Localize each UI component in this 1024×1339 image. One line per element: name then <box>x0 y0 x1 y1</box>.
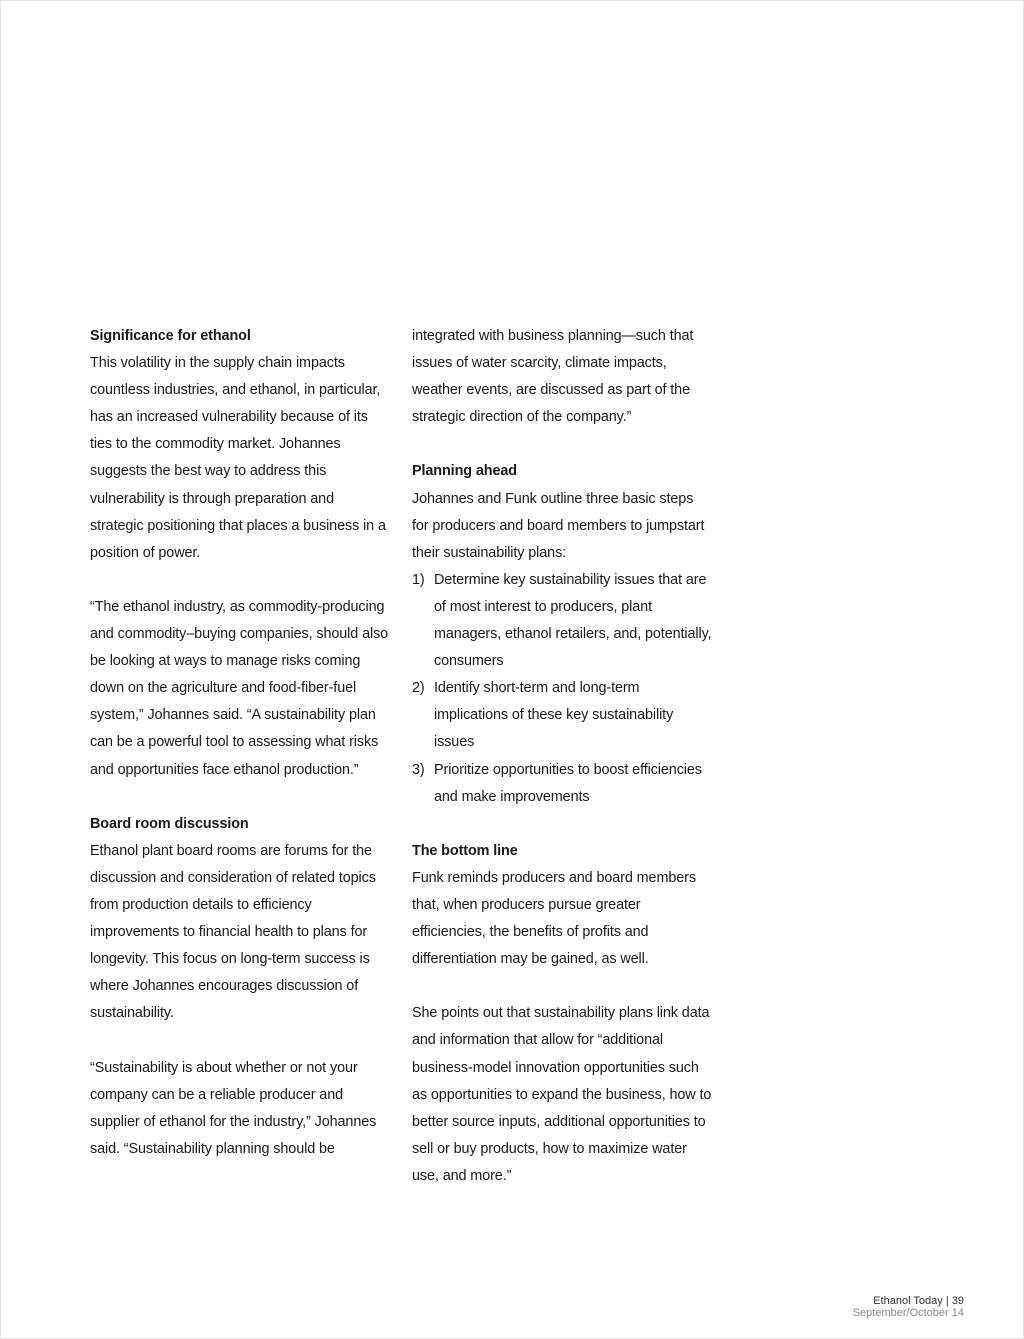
paragraph-gap <box>90 567 390 594</box>
list-item-text: Identify short-term and long-term implications of these key sustainability issues <box>434 680 674 751</box>
paragraph-gap <box>412 431 712 458</box>
right-column <box>412 323 712 1190</box>
footer-separator: | <box>945 1295 949 1307</box>
list-item <box>412 567 712 675</box>
paragraph-gap <box>412 973 712 1000</box>
section-heading-planning-ahead: Planning ahead <box>412 463 517 480</box>
paragraph-continuation: integrated with business planning—such that issues of water scarcity, climate impacts, weather events, are discussed as part of the strategic direction of the company.” <box>412 328 694 426</box>
paragraph: She points out that sustainability plans link data and information that allow for “additional business-model innovation opportunities such as opportunities to expand the business, how to better source inputs, additional opportunities to sell or buy products, how to maximize water use, and more.” <box>412 1005 712 1184</box>
page-number: 39 <box>951 1295 964 1307</box>
list-item <box>412 757 712 811</box>
steps-list <box>412 567 712 811</box>
issue-date: September/October 14 <box>852 1307 964 1319</box>
publication-name: Ethanol Today <box>873 1295 943 1307</box>
list-item <box>412 675 712 756</box>
paragraph: Johannes and Funk outline three basic steps for producers and board members to jumpstart their sustainability plans: <box>412 490 705 561</box>
paragraph: This volatility in the supply chain impacts countless industries, and ethanol, in particular, has an increased vulnerability because of its ties to the commodity market. Johannes suggests the best way to address this vulnerability is through preparation and strategic positioning that places a business in a position of power. <box>90 355 386 561</box>
paragraph-gap <box>90 784 390 811</box>
page-footer <box>853 1295 964 1319</box>
list-item-text: Prioritize opportunities to boost efficiencies and make improvements <box>434 761 702 805</box>
list-number: 3) <box>412 761 425 778</box>
paragraph-gap <box>412 811 712 838</box>
section-heading-board-room: Board room discussion <box>90 815 249 832</box>
paragraph: “The ethanol industry, as commodity-producing and commodity–buying companies, should also be looking at ways to manage risks coming down on the agriculture and food-fiber-fuel system,” Johannes said. “A sustainability plan can be a powerful tool to assessing what risks and opportunities face ethanol production.” <box>90 598 389 778</box>
paragraph: “Sustainability is about whether or not your company can be a reliable producer and supplier of ethanol for the industry,” Johannes said. “Sustainability planning should be <box>90 1059 377 1157</box>
paragraph-gap <box>90 1027 390 1054</box>
section-heading-significance: Significance for ethanol <box>90 328 251 344</box>
paragraph: Ethanol plant board rooms are forums for the discussion and consideration of related topics from production details to efficiency improvements to financial health to plans for longevity. This focus on long-term success is where Johannes encourages discussion of sustainability. <box>90 842 376 1022</box>
list-number: 2) <box>412 680 425 697</box>
section-heading-bottom-line: The bottom line <box>412 842 518 859</box>
left-column <box>90 323 390 1163</box>
list-number: 1) <box>412 571 425 588</box>
footer-publication-line <box>853 1295 964 1307</box>
paragraph: Funk reminds producers and board members that, when producers pursue greater efficiencies, the benefits of profits and differentiation may be gained, as well. <box>412 869 696 968</box>
list-item-text: Determine key sustainability issues that are of most interest to producers, plant managers, ethanol retailers, and, potentially, consumers <box>434 571 712 670</box>
